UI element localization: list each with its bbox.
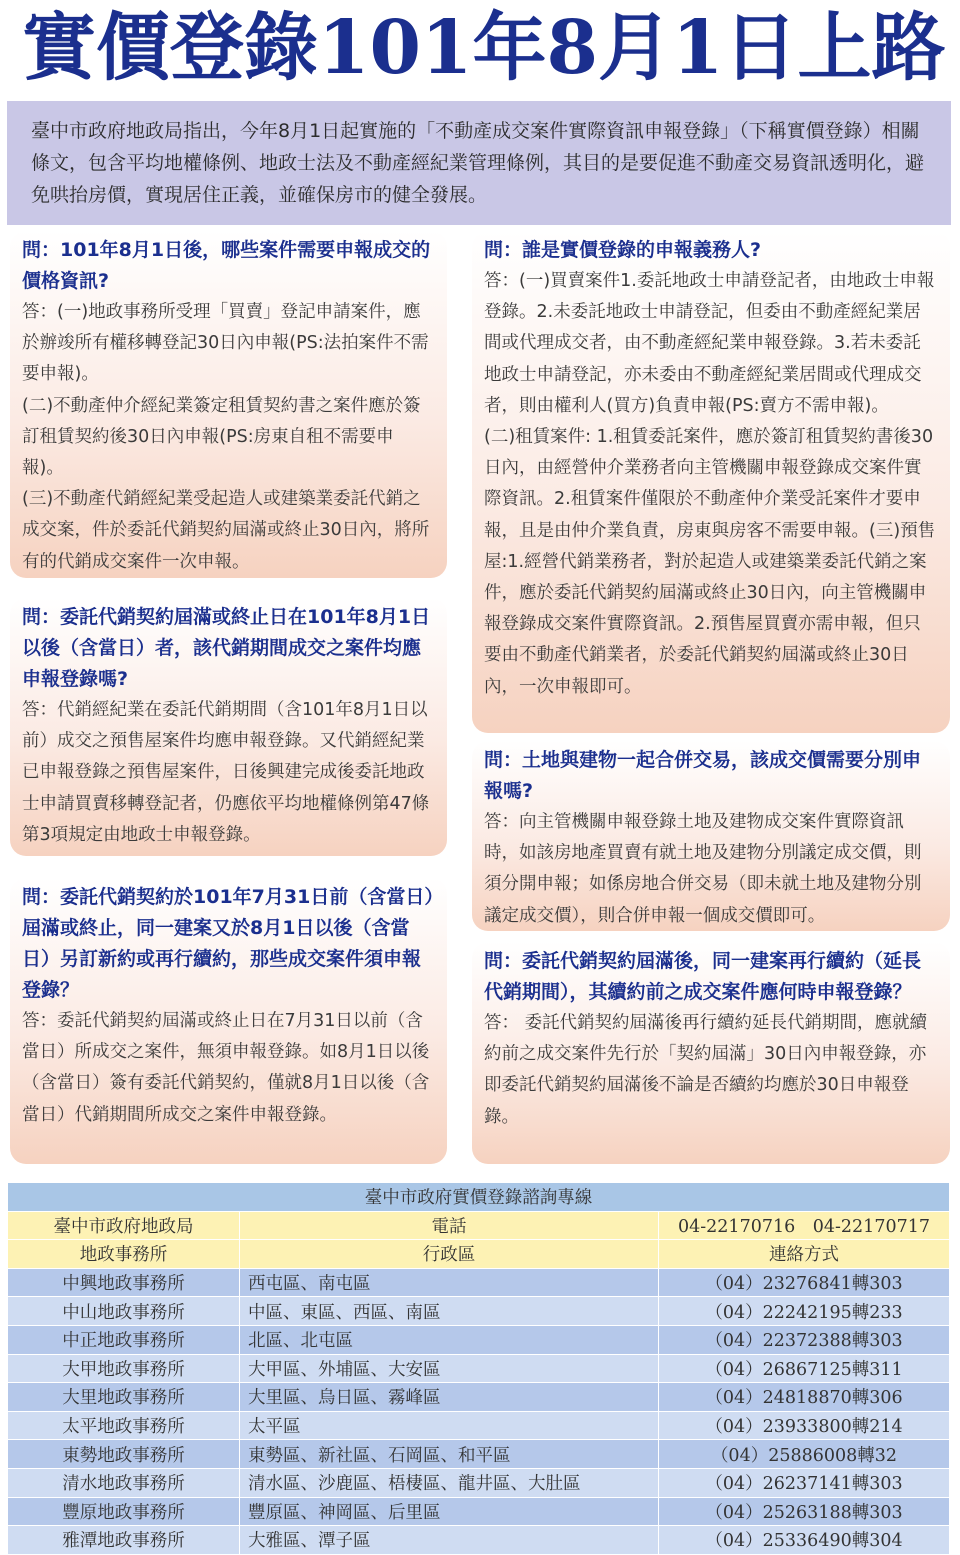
faq-box-right-1: [472, 231, 950, 733]
contact-phone: （04）25886008轉32: [659, 1440, 950, 1469]
faq-question: 問：委託代銷契約屆滿或終止日在101年8月1日以後（含當日）者，該代銷期間成交之案件均應申報登錄嗎?: [22, 606, 431, 690]
hotline-title: 臺中市政府實價登錄諮詢專線: [8, 1183, 950, 1211]
agency-name: 臺中市政府地政局: [8, 1211, 240, 1240]
districts: 大雅區、潭子區: [240, 1526, 659, 1555]
faq-question: 問：土地與建物一起合併交易，該成交價需要分別申報嗎?: [484, 749, 922, 802]
phone-label: 電話: [240, 1211, 659, 1240]
office-name: 中興地政事務所: [8, 1268, 240, 1297]
table-row: [8, 1268, 950, 1297]
office-name: 東勢地政事務所: [8, 1440, 240, 1469]
faq-answer: 答：(一)地政事務所受理「買賣」登記申請案件，應於辦竣所有權移轉登記30日內申報(PS:法拍案件不需要申報)。: [22, 302, 429, 385]
districts: 北區、北屯區: [240, 1325, 659, 1354]
faq-box-left-2: [10, 598, 447, 856]
agency-phones: 04-22170716 04-22170717: [659, 1211, 950, 1240]
faq-answer: (三)不動產代銷經紀業受起造人或建築業委託代銷之成交案，件於委託代銷契約屆滿或終止30日內，將所有的代銷成交案件一次申報。: [22, 489, 430, 572]
contact-phone: （04）22372388轉303: [659, 1325, 950, 1354]
header-contact: 連絡方式: [659, 1240, 950, 1269]
faq-question: 問：誰是實價登錄的申報義務人?: [484, 239, 762, 261]
faq-question: 問：委託代銷契約屆滿後，同一建案再行續約（延長代銷期間），其續約前之成交案件應何時申報登錄？: [484, 950, 922, 1003]
table-row: [8, 1440, 950, 1469]
office-name: 中山地政事務所: [8, 1297, 240, 1326]
districts: 太平區: [240, 1411, 659, 1440]
faq-box-right-3: [472, 942, 950, 1164]
table-row: [8, 1526, 950, 1555]
page-title: 實價登錄101年8月1日上路: [22, 5, 946, 91]
districts: 西屯區、南屯區: [240, 1268, 659, 1297]
faq-answer: 答：代銷經紀業在委託代銷期間（含101年8月1日以前）成交之預售屋案件均應申報登錄。又代銷經紀業已申報登錄之預售屋案件，日後興建完成後委託地政士申請買賣移轉登記者，仍應依平均地權條例第47條第3項規定由地政士申報登錄。: [22, 700, 430, 845]
contact-phone: （04）25336490轉304: [659, 1526, 950, 1555]
contact-phone: （04）26867125轉311: [659, 1354, 950, 1383]
contact-phone: （04）24818870轉306: [659, 1383, 950, 1412]
header-office: 地政事務所: [8, 1240, 240, 1269]
office-name: 太平地政事務所: [8, 1411, 240, 1440]
header-district: 行政區: [240, 1240, 659, 1269]
faq-answer: 答： 委託代銷契約屆滿後再行續約延長代銷期間，應就續約前之成交案件先行於「契約屆滿」30日內申報登錄，亦即委託代銷契約屆滿後不論是否續約均應於30日申報登錄。: [484, 1013, 928, 1127]
faq-answer: 答：向主管機關申報登錄土地及建物成交案件實際資訊時，如該房地產買賣有就土地及建物分別議定成交價，則須分開申報；如係房地合併交易（即未就土地及建物分別議定成交價），則合併申報一個成交價即可。: [484, 812, 922, 926]
table-row: [8, 1325, 950, 1354]
faq-box-left-1: [10, 231, 447, 578]
districts: 大里區、烏日區、霧峰區: [240, 1383, 659, 1412]
districts: 豐原區、神岡區、后里區: [240, 1497, 659, 1526]
districts: 中區、東區、西區、南區: [240, 1297, 659, 1326]
table-row: [8, 1383, 950, 1412]
office-name: 大里地政事務所: [8, 1383, 240, 1412]
faq-box-left-3: [10, 878, 447, 1164]
districts: 大甲區、外埔區、大安區: [240, 1354, 659, 1383]
office-name: 大甲地政事務所: [8, 1354, 240, 1383]
contact-phone: （04）26237141轉303: [659, 1468, 950, 1497]
districts: 東勢區、新社區、石岡區、和平區: [240, 1440, 659, 1469]
intro-paragraph: 臺中市政府地政局指出，今年8月1日起實施的「不動產成交案件實際資訊申報登錄」（下稱實價登錄）相關條文，包含平均地權條例、地政士法及不動產經紀業管理條例，其目的是要促進不動產交易資訊透明化，避免哄抬房價，實現居住正義，並確保房市的健全發展。: [7, 101, 951, 225]
faq-answer: (二)不動產仲介經紀業簽定租賃契約書之案件應於簽訂租賃契約後30日內申報(PS:房東自租不需要申報)。: [22, 395, 421, 479]
faq-answer: (二)租賃案件: 1.租賃委託案件，應於簽訂租賃契約書後30日內，由經營仲介業務者向主管機關申報登錄成交案件實際資訊。2.租賃案件僅限於不動產仲介業受託案件才要申報，且是由仲介業負責，房東與房客不需要申報。(三)預售屋:1.經營代銷業務者，對於起造人或建築業委託代銷之案件，應於委託代銷契約屆滿或終止30日內，向主管機關申報登錄成交案件實際資訊。2.預售屋買賣亦需申報，但只要由不動產代銷業者，於委託代銷契約屆滿或終止30日內，一次申報即可。: [484, 427, 936, 697]
contact-phone: （04）25263188轉303: [659, 1497, 950, 1526]
table-row: [8, 1411, 950, 1440]
table-row: [8, 1297, 950, 1326]
hotline-table: [8, 1183, 950, 1555]
faq-box-right-2: [472, 741, 950, 931]
contact-phone: （04）23933800轉214: [659, 1411, 950, 1440]
table-row: [8, 1354, 950, 1383]
office-name: 中正地政事務所: [8, 1325, 240, 1354]
office-name: 豐原地政事務所: [8, 1497, 240, 1526]
table-row: [8, 1468, 950, 1497]
faq-answer: 答：委託代銷契約屆滿或終止日在7月31日以前（含當日）所成交之案件，無須申報登錄。如8月1日以後（含當日）簽有委託代銷契約，僅就8月1日以後（含當日）代銷期間所成交之案件申報登錄。: [22, 1011, 430, 1125]
faq-question: 問：101年8月1日後，哪些案件需要申報成交的價格資訊?: [22, 239, 431, 292]
contact-phone: （04）22242195轉233: [659, 1297, 950, 1326]
table-row: [8, 1497, 950, 1526]
contact-phone: （04）23276841轉303: [659, 1268, 950, 1297]
districts: 清水區、沙鹿區、梧棲區、龍井區、大肚區: [240, 1468, 659, 1497]
office-name: 雅潭地政事務所: [8, 1526, 240, 1555]
faq-question: 問：委託代銷契約於101年7月31日前（含當日）屆滿或終止，同一建案又於8月1日以後（含當日）另訂新約或再行續約，那些成交案件須申報登錄？: [22, 886, 434, 1001]
office-name: 清水地政事務所: [8, 1468, 240, 1497]
faq-answer: 答：(一)買賣案件1.委託地政士申請登記者，由地政士申報登錄。2.未委託地政士申請登記，但委由不動產經紀業居間或代理成交者，由不動產經紀業申報登錄。3.若未委託地政士申請登記，亦未委由不動產經紀業居間或代理成交者，則由權利人(買方)負責申報(PS:賣方不需申報)。: [484, 271, 935, 416]
